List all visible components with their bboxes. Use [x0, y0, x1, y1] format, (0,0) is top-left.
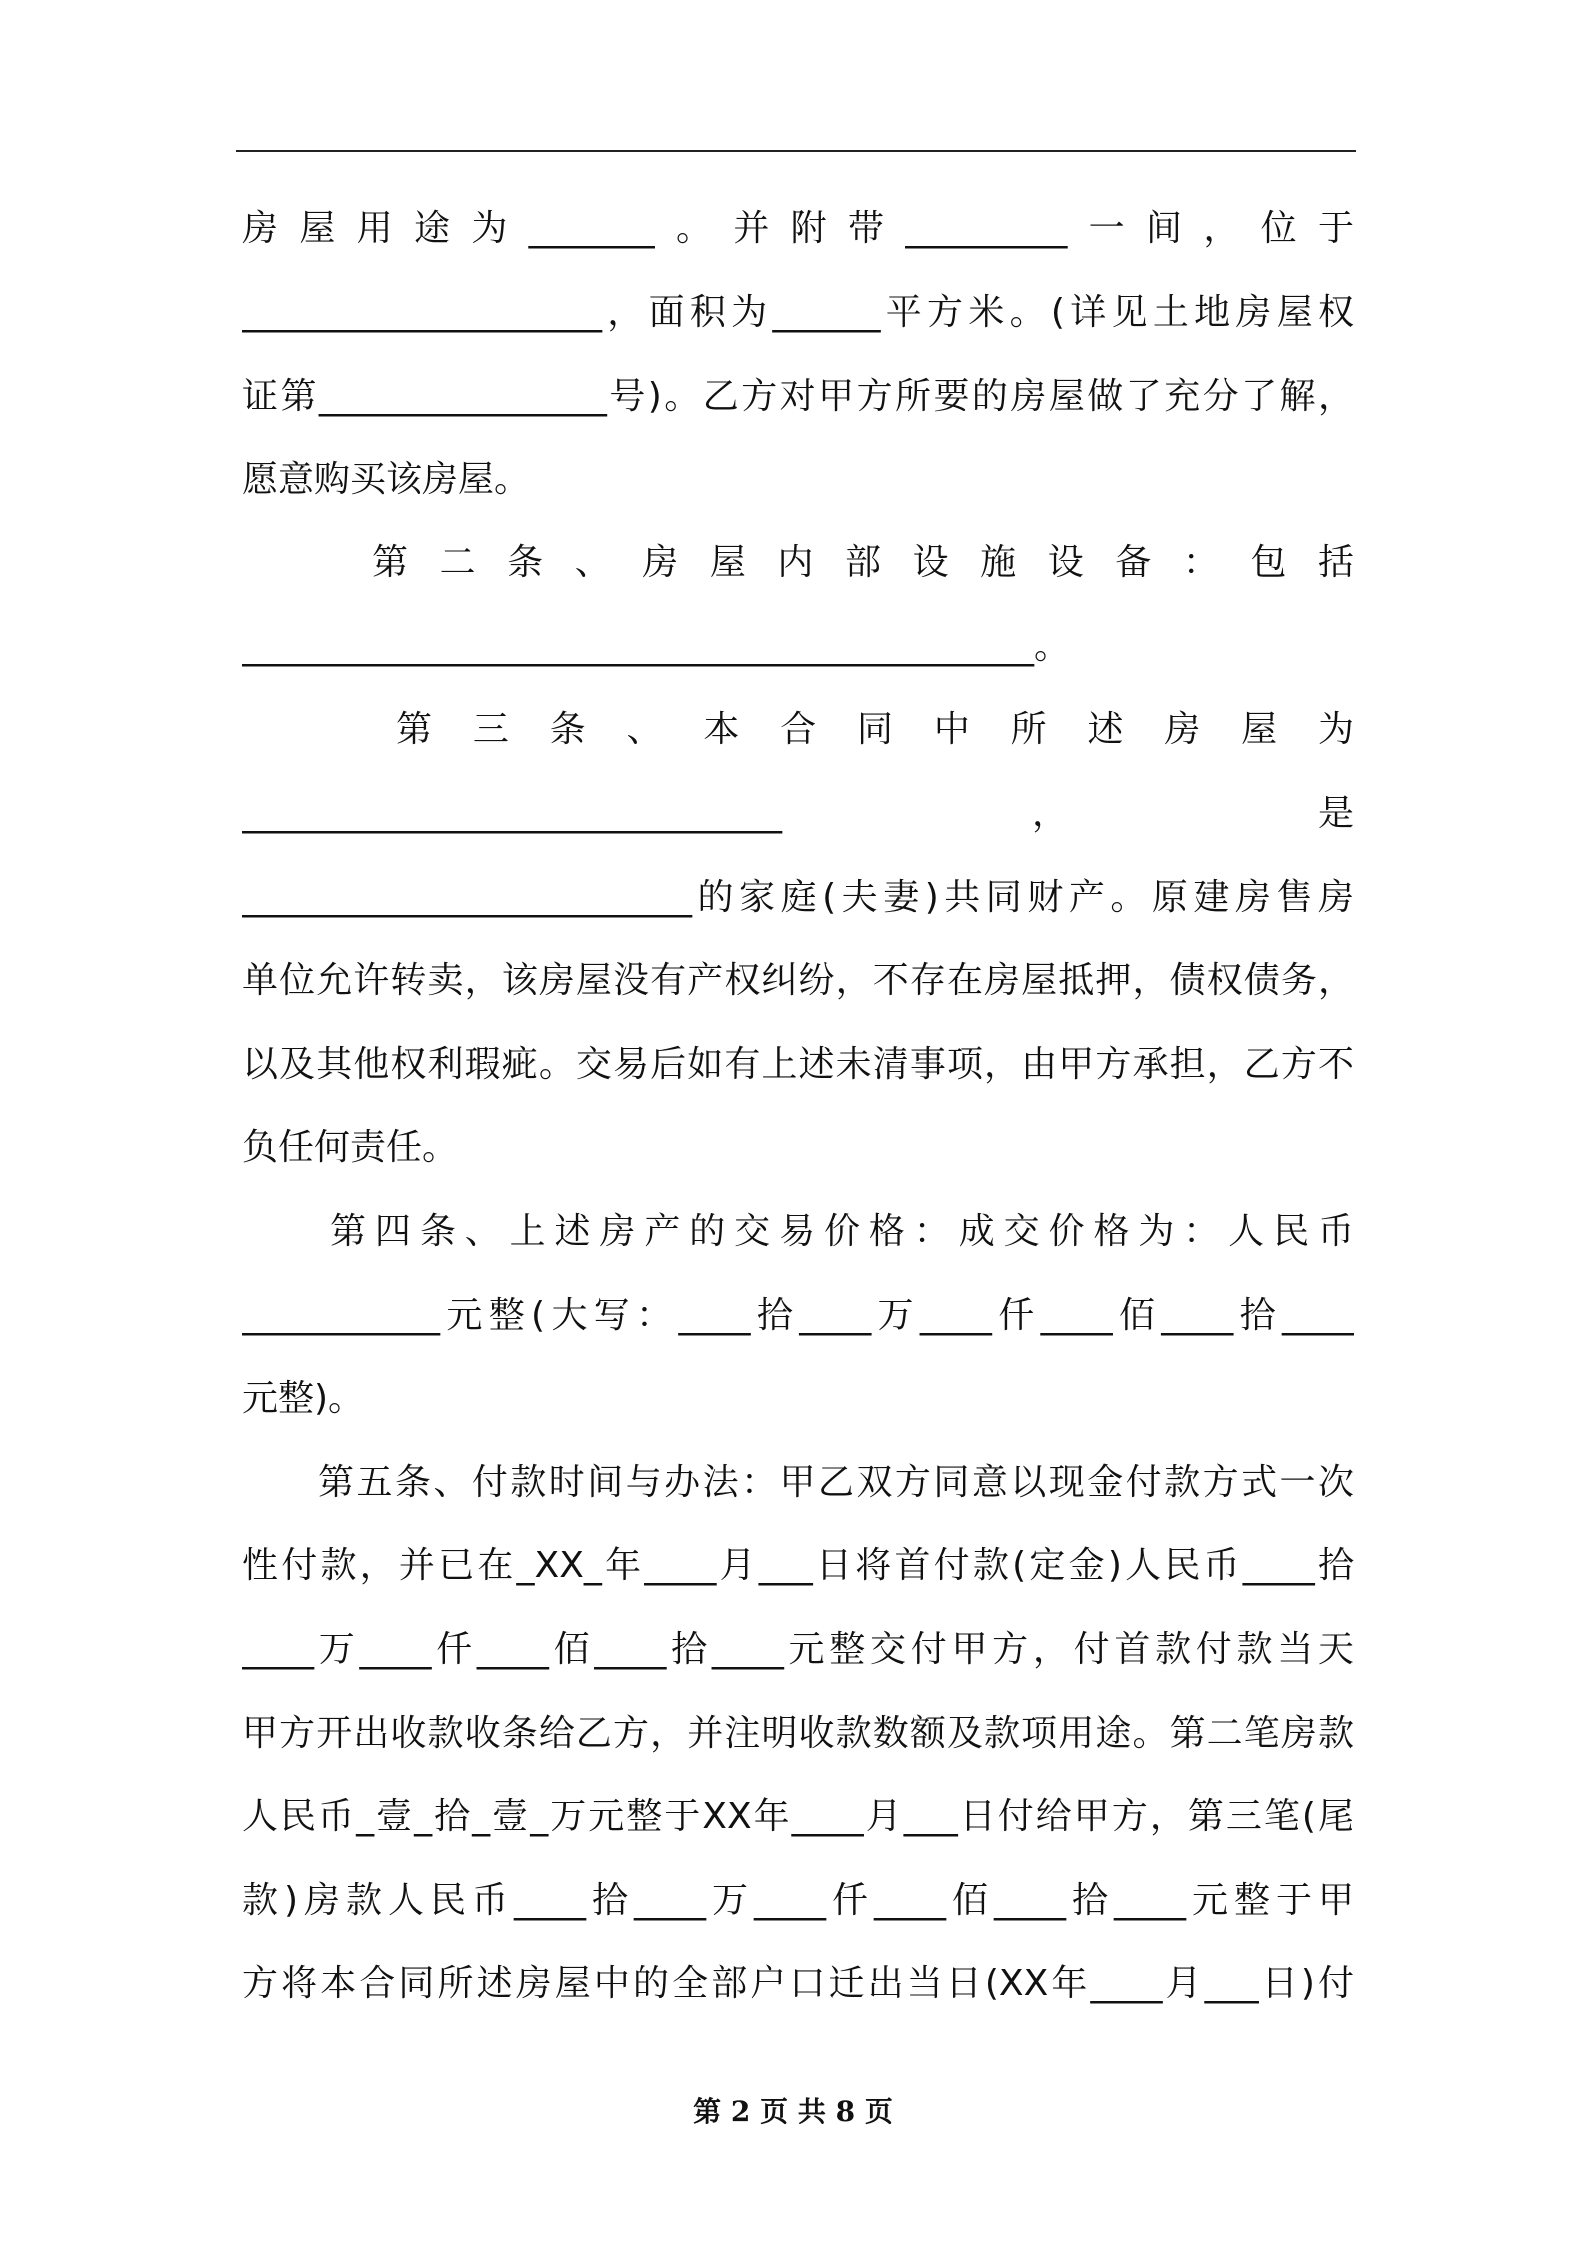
text-line-2: ____________________，面积为______平方米。(详见土地房屋权 [242, 292, 1354, 333]
text-line-9: _________________________的家庭(夫妻)共同财产。原建房售房 [242, 877, 1354, 918]
text-line-15: 元整)。 [242, 1378, 365, 1419]
text-line-8: ______________________________，是 [242, 793, 1354, 834]
header-rule [236, 150, 1356, 152]
text-line-17: 性付款，并已在_XX_年____月___日将首付款(定金)人民币____拾 [242, 1545, 1354, 1586]
clause-3-heading: 第三条、本合同中所述房屋为 [396, 709, 1354, 750]
page-number-footer: 第 2 页 共 8 页 [693, 2095, 893, 2128]
text-line-11: 以及其他权利瑕疵。交易后如有上述未清事项，由甲方承担，乙方不 [242, 1044, 1354, 1085]
clause-5-heading: 第五条、付款时间与办法：甲乙双方同意以现金付款方式一次 [318, 1462, 1354, 1503]
text-line-20: 人民币_壹_拾_壹_万元整于XX年____月___日付给甲方，第三笔(尾 [242, 1796, 1354, 1837]
text-line-18: ____万____仟____佰____拾____元整交付甲方，付首款付款当天 [242, 1629, 1354, 1670]
text-line-3: 证第________________号)。乙方对甲方所要的房屋做了充分了解， [242, 376, 1354, 417]
text-line-10: 单位允许转卖，该房屋没有产权纠纷，不存在房屋抵押，债权债务， [242, 960, 1354, 1001]
text-line-4: 愿意购买该房屋。 [242, 459, 531, 500]
text-line-22: 方将本合同所述房屋中的全部户口迁出当日(XX年____月___日)付 [242, 1963, 1354, 2004]
text-line-12: 负任何责任。 [242, 1127, 459, 1168]
text-line-6: ____________________________________________。 [242, 626, 1070, 667]
text-line-21: 款)房款人民币____拾____万____仟____佰____拾____元整于甲 [242, 1880, 1354, 1921]
text-line-1: 房屋用途为_______。并附带_________一间，位于 [242, 208, 1354, 249]
clause-2-heading: 第二条、房屋内部设施设备：包括 [372, 542, 1354, 583]
text-line-14: ___________元整(大写：____拾____万____仟____佰____拾____ [242, 1295, 1354, 1336]
clause-4-heading: 第四条、上述房产的交易价格：成交价格为：人民币 [330, 1211, 1354, 1252]
text-line-19: 甲方开出收款收条给乙方，并注明收款数额及款项用途。第二笔房款 [242, 1713, 1354, 1754]
